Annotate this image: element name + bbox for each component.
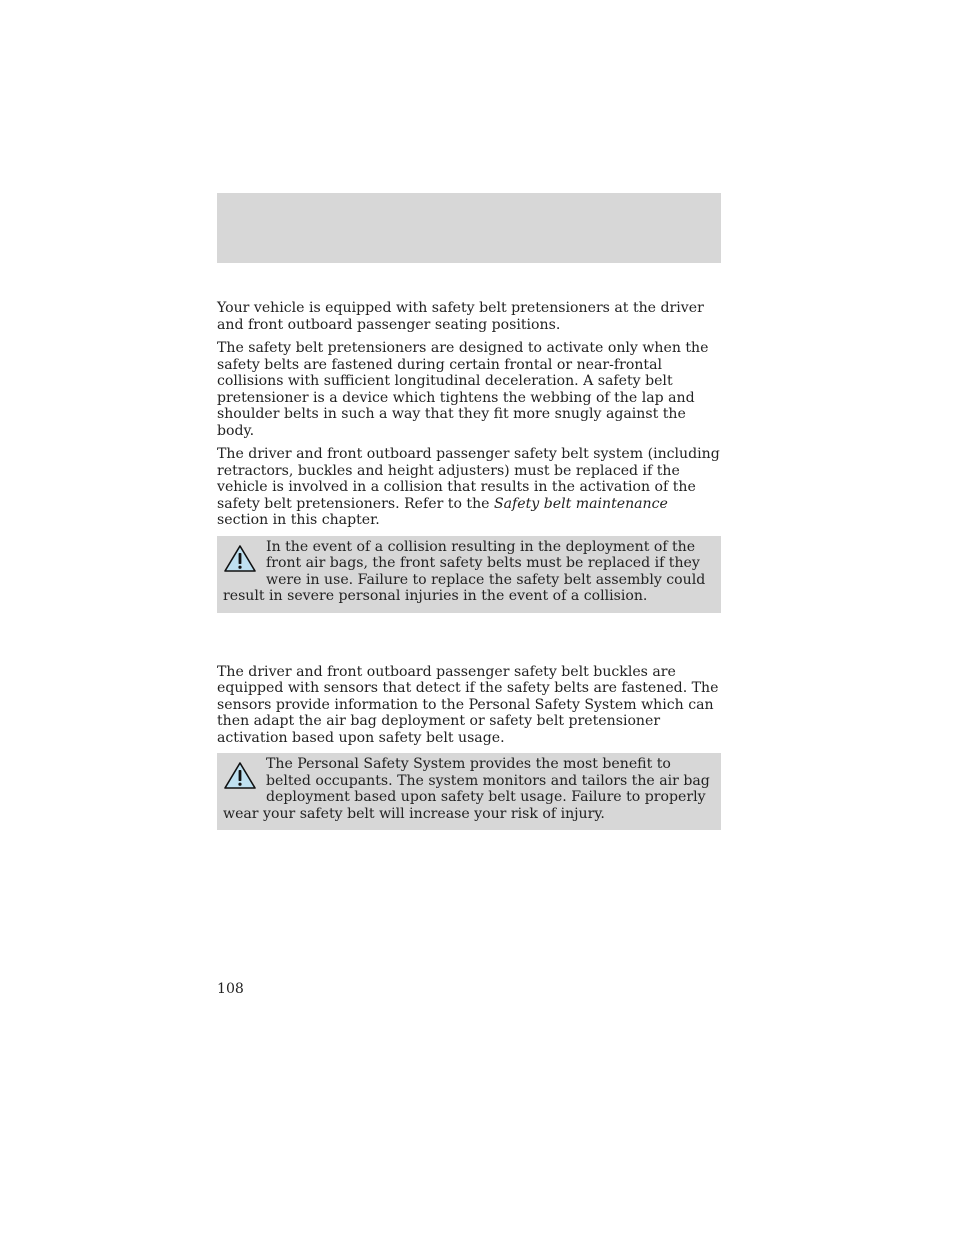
pretensioner-warning-box bbox=[217, 536, 721, 613]
pretensioners-paragraph-1: Your vehicle is equipped with safety belt pretensioners at the driver and front outboard passenger seating positions. bbox=[217, 300, 704, 333]
warning-triangle-icon bbox=[223, 761, 257, 791]
header-band bbox=[217, 193, 721, 263]
personal-safety-warning-box bbox=[217, 753, 721, 830]
section-gap bbox=[217, 620, 721, 664]
safety-belt-maintenance-reference: Safety belt maintenance bbox=[493, 495, 668, 512]
pretensioners-paragraph-3-text: The driver and front outboard passenger safety belt system (including retractors, buckles and height adjusters) must be replaced if the vehicle is involved in a collision that results in the activation of the safety belt pretensioners. Refer to the bbox=[217, 446, 720, 512]
pretensioners-paragraph-3 bbox=[217, 446, 721, 529]
page-number: 108 bbox=[217, 981, 244, 997]
warning-triangle-icon bbox=[223, 544, 257, 574]
pretensioner-warning-text: In the event of a collision resulting in the deployment of the front air bags, the front safety belts must be replaced if they were in use. Failure to replace the safety belt assembly could result in severe personal injuries in the event of a collision. bbox=[223, 538, 706, 604]
pretensioners-paragraph-3-end: section in this chapter. bbox=[217, 512, 380, 528]
page-content bbox=[217, 300, 721, 837]
buckle-sensors-paragraph: The driver and front outboard passenger safety belt buckles are equipped with sensors that detect if the safety belts are fastened. The sensors provide information to the Personal Safety System which can then adapt the air bag deployment or safety belt pretensioner activation based upon safety belt usage. bbox=[217, 663, 719, 746]
pretensioners-paragraph-2: The safety belt pretensioners are designed to activate only when the safety belts are fastened during certain frontal or near-frontal collisions with sufficient longitudinal deceleration. A safety belt pretensioner is a device which tightens the webbing of the lap and shoulder belts in such a way that they fit more snugly against the body. bbox=[217, 340, 709, 439]
personal-safety-warning-text: The Personal Safety System provides the most benefit to belted occupants. The system monitors and tailors the air bag deployment based upon safety belt usage. Failure to properly wear your safety belt will increase your risk of injury. bbox=[223, 756, 710, 822]
